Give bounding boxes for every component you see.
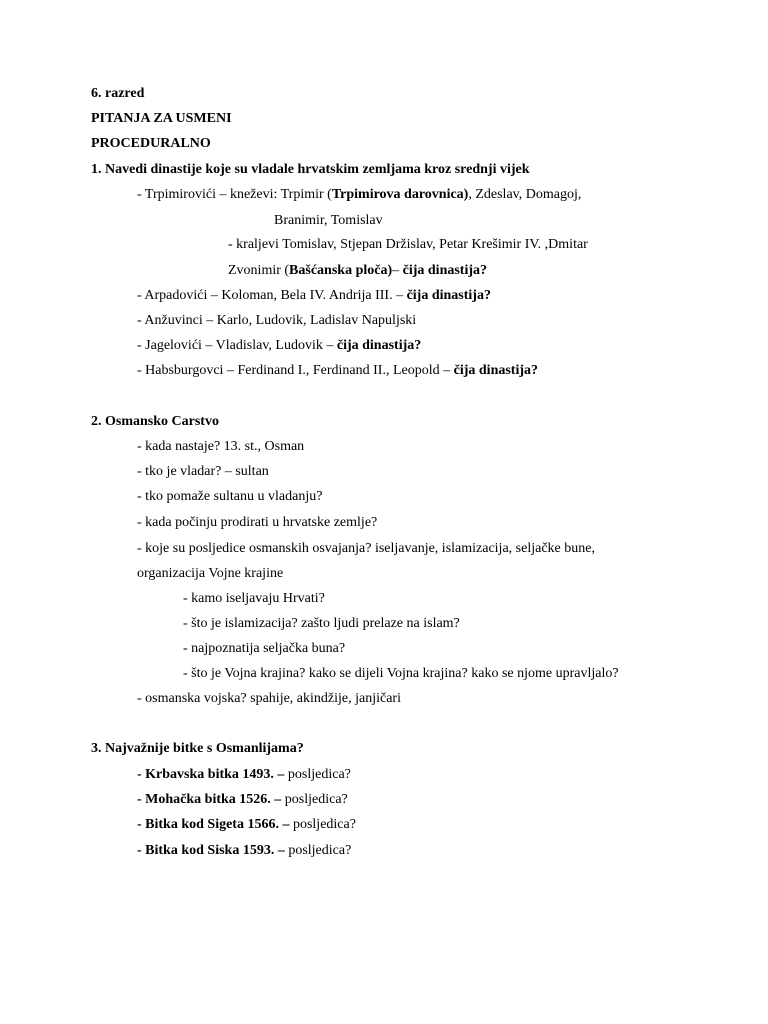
- list-item-continuation: organizacija Vojne krajine: [137, 566, 284, 581]
- page-title: PITANJA ZA USMENI: [91, 111, 232, 126]
- section2-heading: 2. Osmansko Carstvo: [91, 414, 219, 429]
- sub-list-item: - najpoznatija seljačka buna?: [183, 641, 346, 656]
- kraljevi-bold: Bašćanska ploča): [289, 263, 393, 278]
- jagelovici-question: čija dinastija?: [336, 338, 422, 353]
- trpimirovici-continuation: Branimir, Tomislav: [274, 213, 383, 228]
- list-item: - tko pomaže sultanu u vladanju?: [137, 489, 323, 504]
- battle-question: posljedica?: [284, 843, 352, 858]
- battle-question: posljedica?: [284, 767, 351, 782]
- habsburgovci-question: čija dinastija?: [453, 363, 539, 378]
- list-item-habsburgovci: [137, 362, 538, 380]
- arpadovici-question: čija dinastija?: [406, 288, 491, 303]
- trpimirovici-prefix: - Trpimirovići – kneževi: Trpimir (: [137, 187, 332, 202]
- sub-list-item: - što je Vojna krajina? kako se dijeli Vojna krajina? kako se njome upravljalo?: [183, 666, 619, 681]
- page-subtitle: PROCEDURALNO: [91, 136, 211, 151]
- battle-question: posljedica?: [281, 792, 348, 807]
- battle-item: [137, 842, 351, 860]
- battle-question: posljedica?: [289, 817, 356, 832]
- section1-heading: 1. Navedi dinastije koje su vladale hrvatskim zemljama kroz srednji vijek: [91, 162, 530, 177]
- trpimirovici-bold: Trpimirova darovnica): [331, 187, 469, 202]
- kraljevi-prefix: Zvonimir (: [228, 263, 290, 278]
- arpadovici-text: - Arpadovići – Koloman, Bela IV. Andrija III. –: [137, 288, 407, 303]
- sub-list-item: - što je islamizacija? zašto ljudi prelaze na islam?: [183, 616, 460, 631]
- list-item: - tko je vladar? – sultan: [137, 464, 269, 479]
- list-item-trpimirovici: [137, 186, 581, 204]
- battle-item: [137, 791, 348, 809]
- trpimirovici-suffix: , Zdeslav, Domagoj,: [468, 187, 582, 202]
- battle-item: [137, 816, 356, 834]
- jagelovici-text: - Jagelovići – Vladislav, Ludovik –: [137, 338, 337, 353]
- list-item: - kada nastaje? 13. st., Osman: [137, 439, 305, 454]
- battle-item: [137, 766, 351, 784]
- habsburgovci-text: - Habsburgovci – Ferdinand I., Ferdinand II., Leopold –: [137, 363, 454, 378]
- grade-label: 6. razred: [91, 86, 145, 101]
- kraljevi-continuation: [228, 262, 487, 280]
- sub-list-item: - kamo iseljavaju Hrvati?: [183, 591, 325, 606]
- list-item: - osmanska vojska? spahije, akindžije, janjičari: [137, 691, 401, 706]
- list-item-kraljevi: - kraljevi Tomislav, Stjepan Držislav, Petar Krešimir IV. ,Dmitar: [228, 237, 588, 252]
- battle-name: - Mohačka bitka 1526. –: [137, 792, 282, 807]
- list-item: - koje su posljedice osmanskih osvajanja? iseljavanje, islamizacija, seljačke bune,: [137, 541, 595, 556]
- battle-name: - Bitka kod Sigeta 1566. –: [137, 817, 290, 832]
- list-item: - kada počinju prodirati u hrvatske zemlje?: [137, 515, 378, 530]
- section3-heading: 3. Najvažnije bitke s Osmanlijama?: [91, 741, 304, 756]
- list-item-arpadovici: [137, 287, 491, 305]
- list-item-anzuvinci: - Anžuvinci – Karlo, Ludovik, Ladislav Napuljski: [137, 313, 417, 328]
- list-item-jagelovici: [137, 337, 421, 355]
- battle-name: - Krbavska bitka 1493. –: [137, 767, 285, 782]
- kraljevi-question: čija dinastija?: [402, 263, 488, 278]
- kraljevi-mid: –: [392, 263, 403, 278]
- battle-name: - Bitka kod Siska 1593. –: [137, 843, 285, 858]
